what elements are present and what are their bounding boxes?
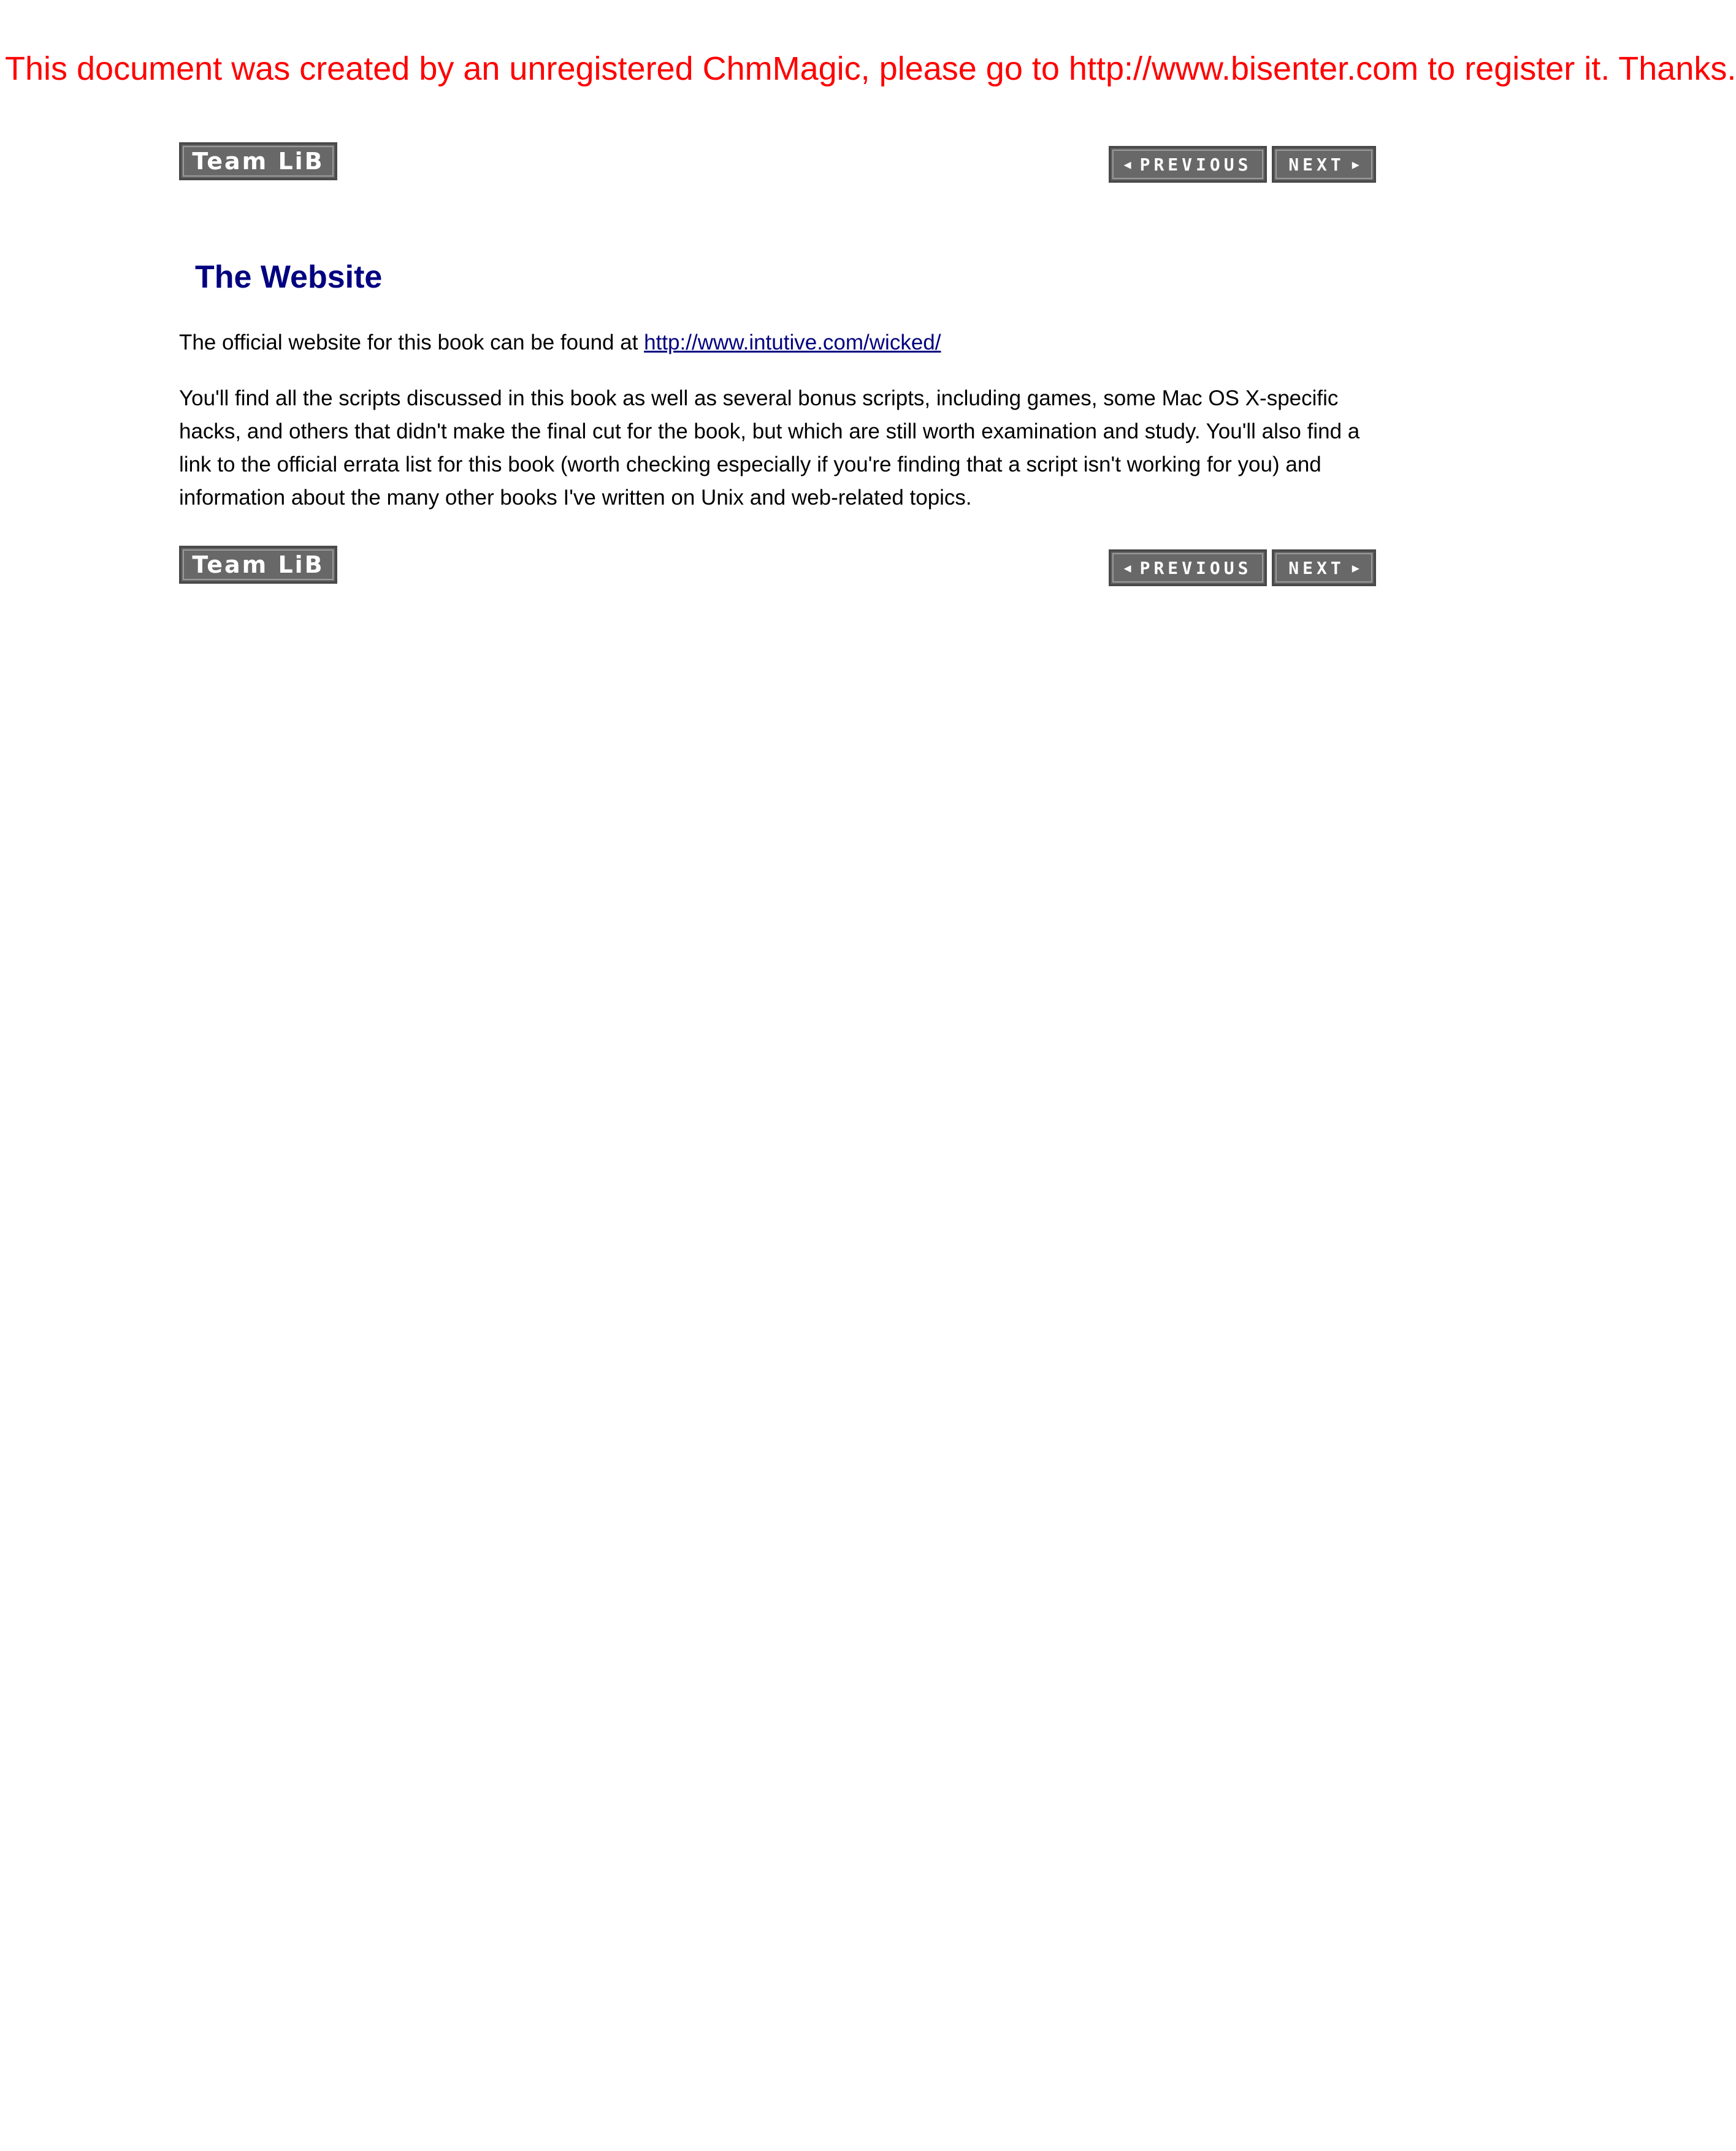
unregistered-watermark: This document was created by an unregistered ChmMagic, please go to http://www.bisenter.com to register it. Thanks. [5,50,1736,87]
next-label-bottom: NEXT [1288,557,1345,578]
previous-button[interactable] [1109,146,1267,183]
team-lib-label-bottom: Team LiB [192,551,324,578]
section-title: The Website [195,259,383,295]
previous-label-bottom: PREVIOUS [1139,557,1252,578]
next-button[interactable] [1272,146,1376,183]
team-lib-logo[interactable] [179,142,337,180]
team-lib-logo-bottom[interactable] [179,546,337,584]
body-paragraph: You'll find all the scripts discussed in this book as well as several bonus scripts, including games, some Mac OS X-specific hacks, and others that didn't make the final cut for the book, but which are still worth examination and study. You'll also find a link to the official errata list for this book (worth checking especially if you're finding that a script isn't working for you) and information about the many other books I've written on Unix and web-related topics. [179,386,1360,510]
previous-button-bottom[interactable] [1109,549,1267,586]
next-button-bottom[interactable] [1272,549,1376,586]
right-triangle-icon: ▶ [1352,560,1359,575]
previous-label: PREVIOUS [1139,154,1252,175]
intro-text: The official website for this book can be found at [179,330,644,354]
website-link[interactable]: http://www.intutive.com/wicked/ [644,330,941,354]
left-triangle-icon: ◀ [1123,157,1131,172]
right-triangle-icon: ▶ [1352,157,1359,172]
intro-paragraph [179,326,1363,359]
left-triangle-icon: ◀ [1123,560,1131,575]
team-lib-label: Team LiB [192,148,324,175]
next-label: NEXT [1288,154,1345,175]
bottom-navigation-bar [179,546,1377,585]
top-navigation-bar [179,142,1377,181]
